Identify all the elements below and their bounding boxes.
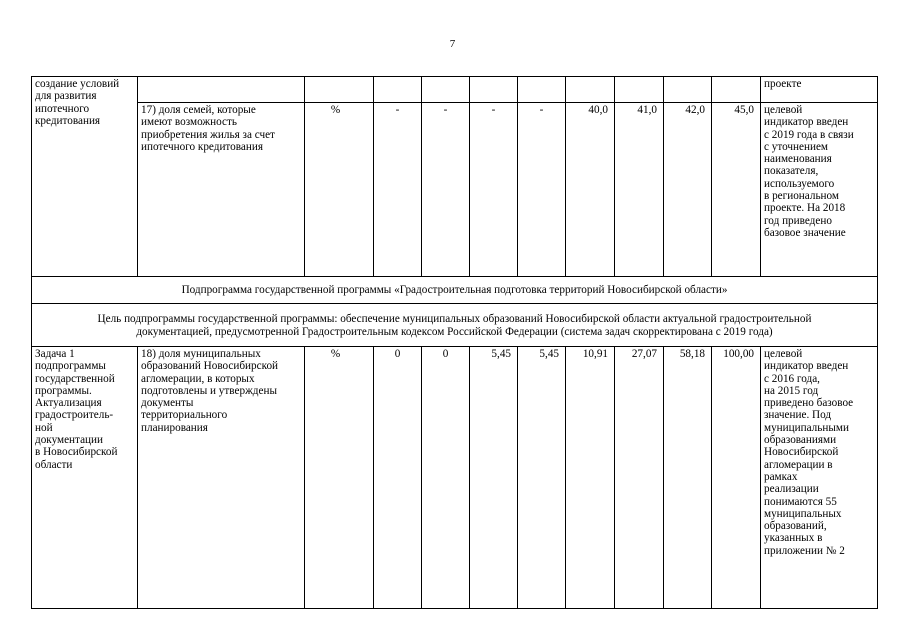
value-cell	[374, 77, 422, 103]
note-cell: целевой индикатор введен с 2019 года в связи с уточнением наименования показателя, используемого в региональном проекте. На 2018 год приведено базовое значение	[761, 103, 878, 277]
value-cell	[615, 77, 664, 103]
value-cell: -	[518, 103, 566, 277]
note-cell: проекте	[761, 77, 878, 103]
value-cell: 5,45	[470, 347, 518, 609]
table-row	[32, 347, 878, 609]
subprogram-title: Подпрограмма государственной программы «Градостроительная подготовка территорий Новосибирской области»	[32, 277, 878, 304]
value-cell: 41,0	[615, 103, 664, 277]
value-cell: 5,45	[518, 347, 566, 609]
value-cell: 45,0	[712, 103, 761, 277]
unit-cell	[305, 77, 374, 103]
value-cell: 0	[374, 347, 422, 609]
value-cell	[422, 77, 470, 103]
goal-row	[32, 304, 878, 347]
task-cell: Задача 1 подпрограммы государственной программы. Актуализация градостроитель- ной документации в Новосибирской области	[32, 347, 138, 609]
note-cell: целевой индикатор введен с 2016 года, на 2015 год приведено базовое значение. Под муниципальными образованиями Новосибирской агломерации в рамках реализации понимаются 55 муниципальных образований, указанных в приложении № 2	[761, 347, 878, 609]
indicator-cell: 18) доля муниципальных образований Новосибирской агломерации, в которых подготовлены и утверждены документы территориального планирования	[138, 347, 305, 609]
indicator-cell	[138, 77, 305, 103]
value-cell	[664, 77, 712, 103]
table-row	[32, 103, 878, 277]
indicators-table	[31, 76, 878, 609]
value-cell	[518, 77, 566, 103]
subprogram-row	[32, 277, 878, 304]
table-row	[32, 77, 878, 103]
value-cell: -	[422, 103, 470, 277]
value-cell: 40,0	[566, 103, 615, 277]
indicator-cell: 17) доля семей, которые имеют возможность приобретения жилья за счет ипотечного кредитования	[138, 103, 305, 277]
value-cell: 27,07	[615, 347, 664, 609]
subprogram-goal: Цель подпрограммы государственной программы: обеспечение муниципальных образований Новосибирской области актуальной градостроительной документацией, предусмотренной Градостроительным кодексом Российской Федерации (система задач скорректирована с 2019 года)	[32, 304, 878, 347]
value-cell: -	[470, 103, 518, 277]
unit-cell: %	[305, 347, 374, 609]
value-cell	[566, 77, 615, 103]
value-cell: 10,91	[566, 347, 615, 609]
value-cell	[470, 77, 518, 103]
value-cell	[712, 77, 761, 103]
value-cell: 100,00	[712, 347, 761, 609]
unit-cell: %	[305, 103, 374, 277]
value-cell: -	[374, 103, 422, 277]
value-cell: 42,0	[664, 103, 712, 277]
value-cell: 58,18	[664, 347, 712, 609]
value-cell: 0	[422, 347, 470, 609]
page-number: 7	[449, 38, 456, 50]
task-cell: создание условий для развития ипотечного кредитования	[32, 77, 138, 277]
